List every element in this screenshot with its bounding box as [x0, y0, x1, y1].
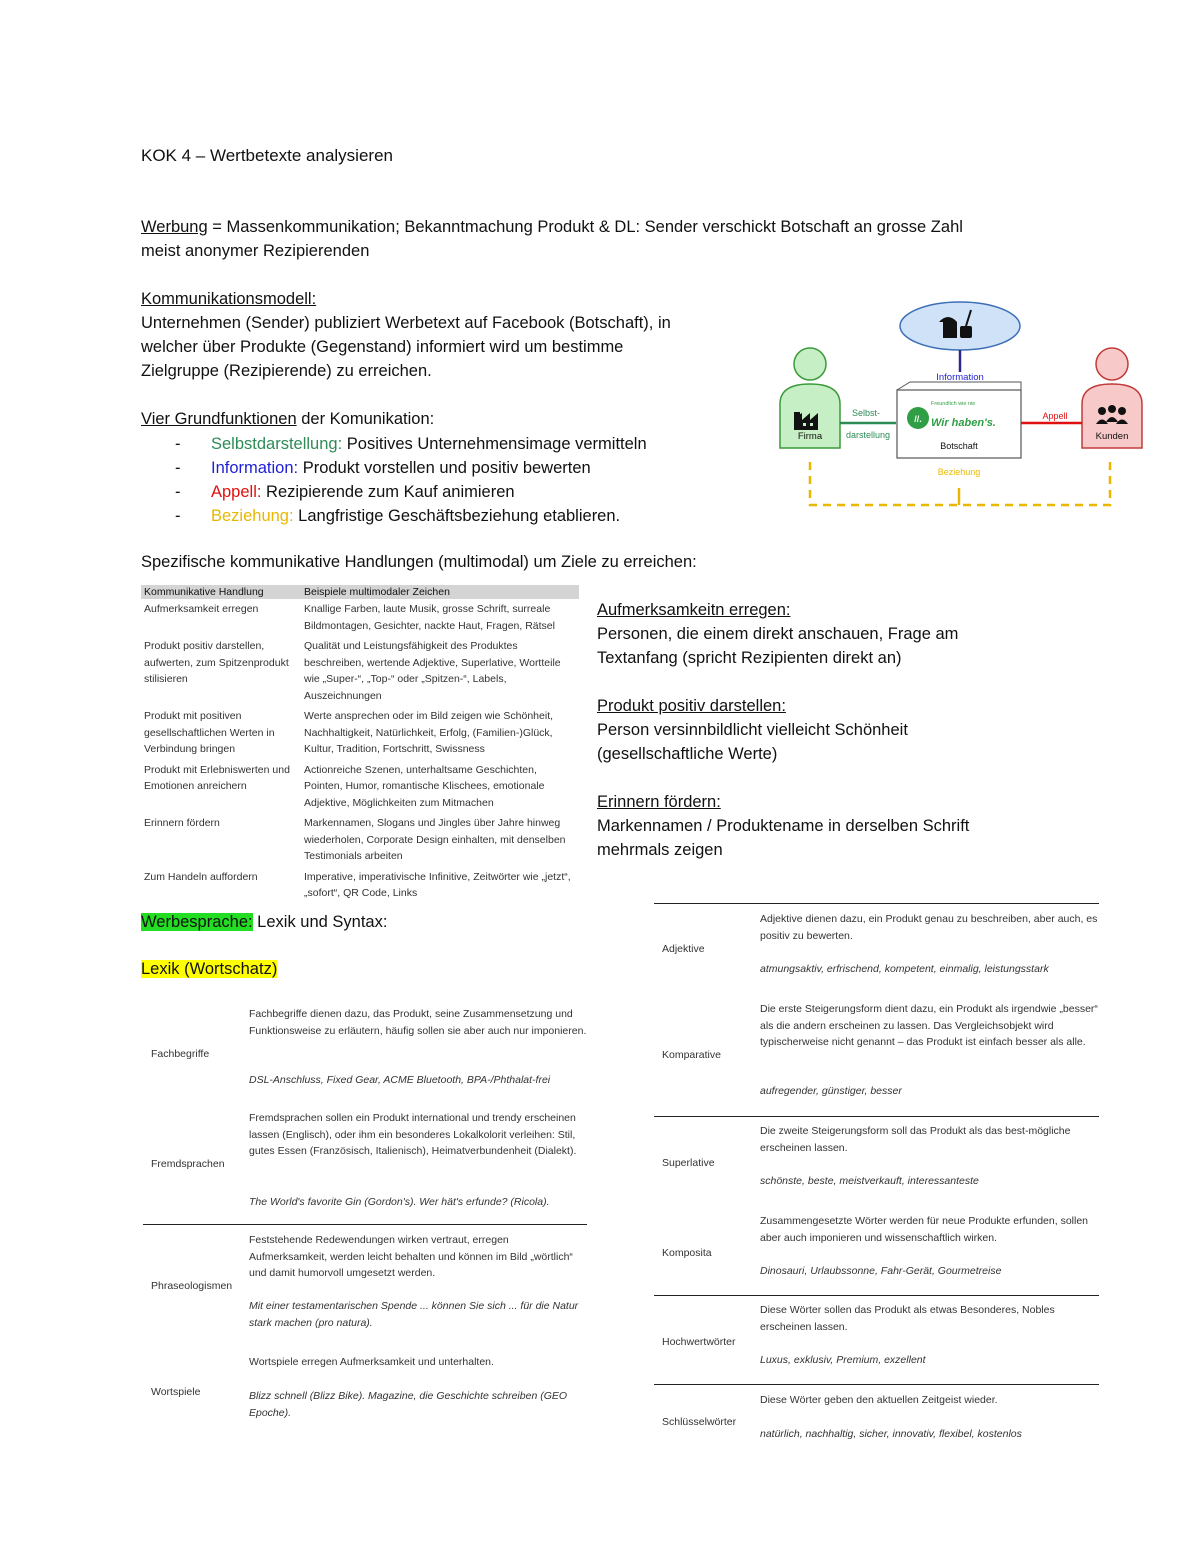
table-cell: Knallige Farben, laute Musik, grosse Schrift, surreale Bildmontagen, Gesichter, nackte Haut, Fragen, Rätsel — [304, 603, 555, 632]
grundfunktionen-heading — [141, 407, 434, 431]
table-cell: Zum Handeln auffordern — [144, 870, 258, 883]
table-row — [654, 1001, 1099, 1111]
table-row — [141, 813, 579, 867]
list-item — [175, 504, 735, 528]
table-cell: Produkt mit positiven gesellschaftlichen Werten in Verbindung bringen — [144, 710, 275, 755]
lexik-example: Mit einer testamentarischen Spende ... können Sie sich ... für die Natur stark machen (pro natura). — [249, 1300, 579, 1329]
lexik-example: Blizz schnell (Blizz Bike). Magazine, die Geschichte schreiben (GEO Epoche). — [249, 1390, 568, 1419]
lexik-term: Wortspiele — [151, 1386, 201, 1398]
funktion-label-selbstdarstellung: Selbstdarstellung: — [211, 435, 343, 453]
lexik-desc: Zusammengesetzte Wörter werden für neue Produkte erfunden, sollen aber auch imponieren und wissenschaftlich wirken. — [760, 1215, 1089, 1244]
note-line: mehrmals zeigen — [597, 841, 723, 859]
table-row — [654, 911, 1099, 991]
note-heading: Aufmerksamkeitn erregen: — [597, 601, 791, 619]
lexik-example: The World's favorite Gin (Gordon's). Wer hät's erfunde? (Ricola). — [249, 1196, 550, 1208]
modell-line1: Unternehmen (Sender) publiziert Werbetext auf Facebook (Botschaft), in — [141, 314, 671, 332]
werbesprache-label: Werbesprache: — [141, 913, 253, 931]
table-row — [141, 599, 579, 636]
table-row — [141, 760, 579, 814]
note-line: Textanfang (spricht Rezipienten direkt an) — [597, 649, 902, 667]
table-cell: Imperative, imperativische Infinitive, Zeitwörter wie „jetzt“, „sofort“, QR Code, Links — [304, 870, 571, 899]
lexik-desc: Diese Wörter sollen das Produkt als etwas Besonderes, Nobles erscheinen lassen. — [760, 1304, 1055, 1333]
table-row — [654, 1123, 1099, 1203]
note-heading: Erinnern fördern: — [597, 793, 721, 811]
lexik-desc: Die erste Steigerungsform dient dazu, ein Produkt als irgendwie „besser“ als die andern erscheinen zu lassen. Das Vergleichsobjekt wird typischerweise nicht genannt – das Produkt ist einfach besser als alle. — [760, 1003, 1098, 1048]
table-row — [143, 1110, 587, 1220]
lexik-example: Dinosauri, Urlaubssonne, Fahr-Gerät, Gourmetreise — [760, 1265, 1002, 1277]
selbstdarstellung-label-2: darstellung — [845, 430, 891, 440]
note-line: Markennamen / Produktename in derselben Schrift — [597, 817, 970, 835]
lexik-desc: Feststehende Redewendungen wirken vertraut, erregen Aufmerksamkeit, werden leicht behalten und können im Bild „wörtlich“ und damit humorvoll umgesetzt werden. — [249, 1234, 573, 1279]
lexik-table-left — [143, 1000, 587, 1440]
logo-small-text: Freundlich wie nie — [931, 401, 976, 407]
lexik-term: Adjektive — [662, 943, 705, 955]
modell-line3: Zielgruppe (Rezipierende) zu erreichen. — [141, 362, 432, 380]
lexik-desc: Fremdsprachen sollen ein Produkt international und trendy erscheinen lassen (Englisch), oder ihm ein besonderes Lokalkolorit verleihen: Stil, gutes Essen (Französisch, Italienisch), Heimatverbundenheit (Dialekt). — [249, 1112, 577, 1157]
table-header-row — [141, 585, 579, 599]
table-cell: Qualität und Leistungsfähigkeit des Produktes beschreiben, wertende Adjektive, Superlative, Wortteile wie „Super-“, „Top-“ oder „Spitzen-“, Labels, Auszeichnungen — [304, 640, 561, 702]
funktion-text: Rezipierende zum Kauf animieren — [261, 483, 515, 501]
lexik-term: Komposita — [662, 1247, 712, 1259]
table-cell: Erinnern fördern — [144, 817, 220, 829]
table-cell: Werte ansprechen oder im Bild zeigen wie Schönheit, Nachhaltigkeit, Natürlichkeit, Erfolg, (Familien-)Glück, Kultur, Tradition, Fortschritt, Swissness — [304, 710, 554, 755]
werbung-definition — [141, 215, 1061, 263]
kommunikationsmodell-section — [141, 287, 761, 383]
table-row — [143, 1354, 587, 1434]
lexik-example: schönste, beste, meistverkauft, interessanteste — [760, 1175, 979, 1187]
table-cell: Aufmerksamkeit erregen — [144, 603, 259, 615]
table-row — [141, 636, 579, 706]
lexik-example: aufregender, günstiger, besser — [760, 1085, 902, 1097]
grundfunktionen-list — [175, 432, 735, 528]
lexik-term: Superlative — [662, 1157, 715, 1169]
information-ellipse — [900, 302, 1020, 350]
modell-heading: Kommunikationsmodell: — [141, 290, 317, 308]
table-row — [654, 1392, 1099, 1442]
appell-label: Appell — [1042, 411, 1068, 421]
funktion-label-information: Information: — [211, 459, 299, 477]
kunden-label: Kunden — [1095, 431, 1129, 442]
table-row — [143, 1006, 587, 1106]
lexik-example: natürlich, nachhaltig, sicher, innovativ, flexibel, kostenlos — [760, 1428, 1022, 1440]
lexik-desc: Diese Wörter geben den aktuellen Zeitgeist wieder. — [760, 1394, 998, 1406]
svg-text://.: //. — [914, 414, 922, 424]
funktion-label-beziehung: Beziehung: — [211, 507, 294, 525]
table-header-cell: Beispiele multimodaler Zeichen — [301, 585, 579, 599]
kommunikationsmodell-diagram — [770, 300, 1150, 515]
table-row — [654, 1302, 1099, 1372]
table-cell: Produkt mit Erlebniswerten und Emotionen anreichern — [144, 763, 290, 792]
lexik-example: DSL-Anschluss, Fixed Gear, ACME Bluetooth, BPA-/Phthalat-frei — [249, 1074, 551, 1086]
list-item — [175, 432, 735, 456]
lexik-label: Lexik (Wortschatz) — [141, 960, 278, 978]
lexik-term: Fremdsprachen — [151, 1158, 225, 1170]
information-label: Information — [936, 372, 984, 383]
modell-line2: welcher über Produkte (Gegenstand) informiert wird um bestimme — [141, 338, 624, 356]
table-row — [654, 1213, 1099, 1293]
lexik-table-right — [654, 903, 1099, 1443]
logo-text: Wir haben's. — [931, 417, 996, 429]
lexik-example: Luxus, exklusiv, Premium, exzellent — [760, 1354, 926, 1366]
logo-icon — [907, 407, 929, 429]
list-item — [175, 456, 735, 480]
table-row — [141, 706, 579, 760]
werbung-def-line1: = Massenkommunikation; Bekanntmachung Produkt & DL: Sender verschickt Botschaft an grosse Zahl — [207, 218, 963, 236]
beziehung-label: Beziehung — [937, 467, 981, 477]
list-item — [175, 480, 735, 504]
firma-label: Firma — [797, 431, 823, 442]
funktion-label-appell: Appell: — [211, 483, 262, 501]
werbung-def-line2: meist anonymer Rezipierenden — [141, 242, 370, 260]
page-title: KOK 4 – Wertbetexte analysieren — [141, 146, 393, 165]
note-heading: Produkt positiv darstellen: — [597, 697, 786, 715]
note-line: (gesellschaftliche Werte) — [597, 745, 778, 763]
notes-section — [597, 598, 1017, 862]
table-cell: Markennamen, Slogans und Jingles über Jahre hinweg wiederholen, Corporate Design einhalten, mit denselben Testimonials arbeiten — [304, 817, 566, 862]
table-header-cell: Kommunikative Handlung — [141, 585, 301, 599]
lexik-term: Phraseologismen — [151, 1280, 233, 1292]
table-cell: Actionreiche Szenen, unterhaltsame Geschichten, Pointen, Humor, romantische Klischees, emotionale Adjektive, Möglichkeiten zum Mitmachen — [304, 763, 545, 809]
spezifisch-heading: Spezifische kommunikative Handlungen (multimodal) um Ziele zu erreichen: — [141, 553, 697, 571]
funktion-text: Positives Unternehmensimage vermitteln — [342, 435, 647, 453]
table-row — [141, 867, 579, 904]
funktion-text: Langfristige Geschäftsbeziehung etablieren. — [293, 507, 621, 525]
lexik-desc: Adjektive dienen dazu, ein Produkt genau zu beschreiben, aber auch, es positiv zu bewerten. — [760, 913, 1098, 942]
note-line: Person versinnbildlicht vielleicht Schönheit — [597, 721, 908, 739]
selbstdarstellung-label-1: Selbst- — [851, 408, 881, 418]
handlungen-table — [141, 585, 579, 904]
lexik-term: Schlüsselwörter — [662, 1416, 737, 1428]
lexik-desc: Die zweite Steigerungsform soll das Produkt als das best-mögliche erscheinen lassen. — [760, 1125, 1071, 1154]
lexik-term: Fachbegriffe — [151, 1048, 210, 1060]
werbesprache-heading — [141, 910, 387, 934]
grundfunktionen-heading-underlined: Vier Grundfunktionen — [141, 410, 297, 428]
werbung-term: Werbung — [141, 218, 208, 236]
grundfunktionen-heading-rest: der Komunikation: — [296, 410, 435, 428]
lexik-example: atmungsaktiv, erfrischend, kompetent, einmalig, leistungsstark — [760, 963, 1049, 975]
lexik-term: Komparative — [662, 1049, 721, 1061]
lexik-term: Hochwertwörter — [662, 1336, 736, 1348]
table-cell: Produkt positiv darstellen, aufwerten, zum Spitzenprodukt stilisieren — [144, 640, 289, 685]
table-row — [143, 1232, 587, 1332]
funktion-text: Produkt vorstellen und positiv bewerten — [298, 459, 591, 477]
lexik-desc: Fachbegriffe dienen dazu, das Produkt, seine Zusammensetzung und Funktionsweise zu erläutern, häufig sollen sie aber auch nur imponieren. — [249, 1008, 587, 1037]
lexik-desc: Wortspiele erregen Aufmerksamkeit und unterhalten. — [249, 1356, 494, 1368]
werbesprache-rest: Lexik und Syntax: — [252, 913, 388, 931]
botschaft-label: Botschaft — [940, 441, 978, 451]
note-line: Personen, die einem direkt anschauen, Frage am — [597, 625, 959, 643]
lexik-heading — [141, 957, 277, 981]
